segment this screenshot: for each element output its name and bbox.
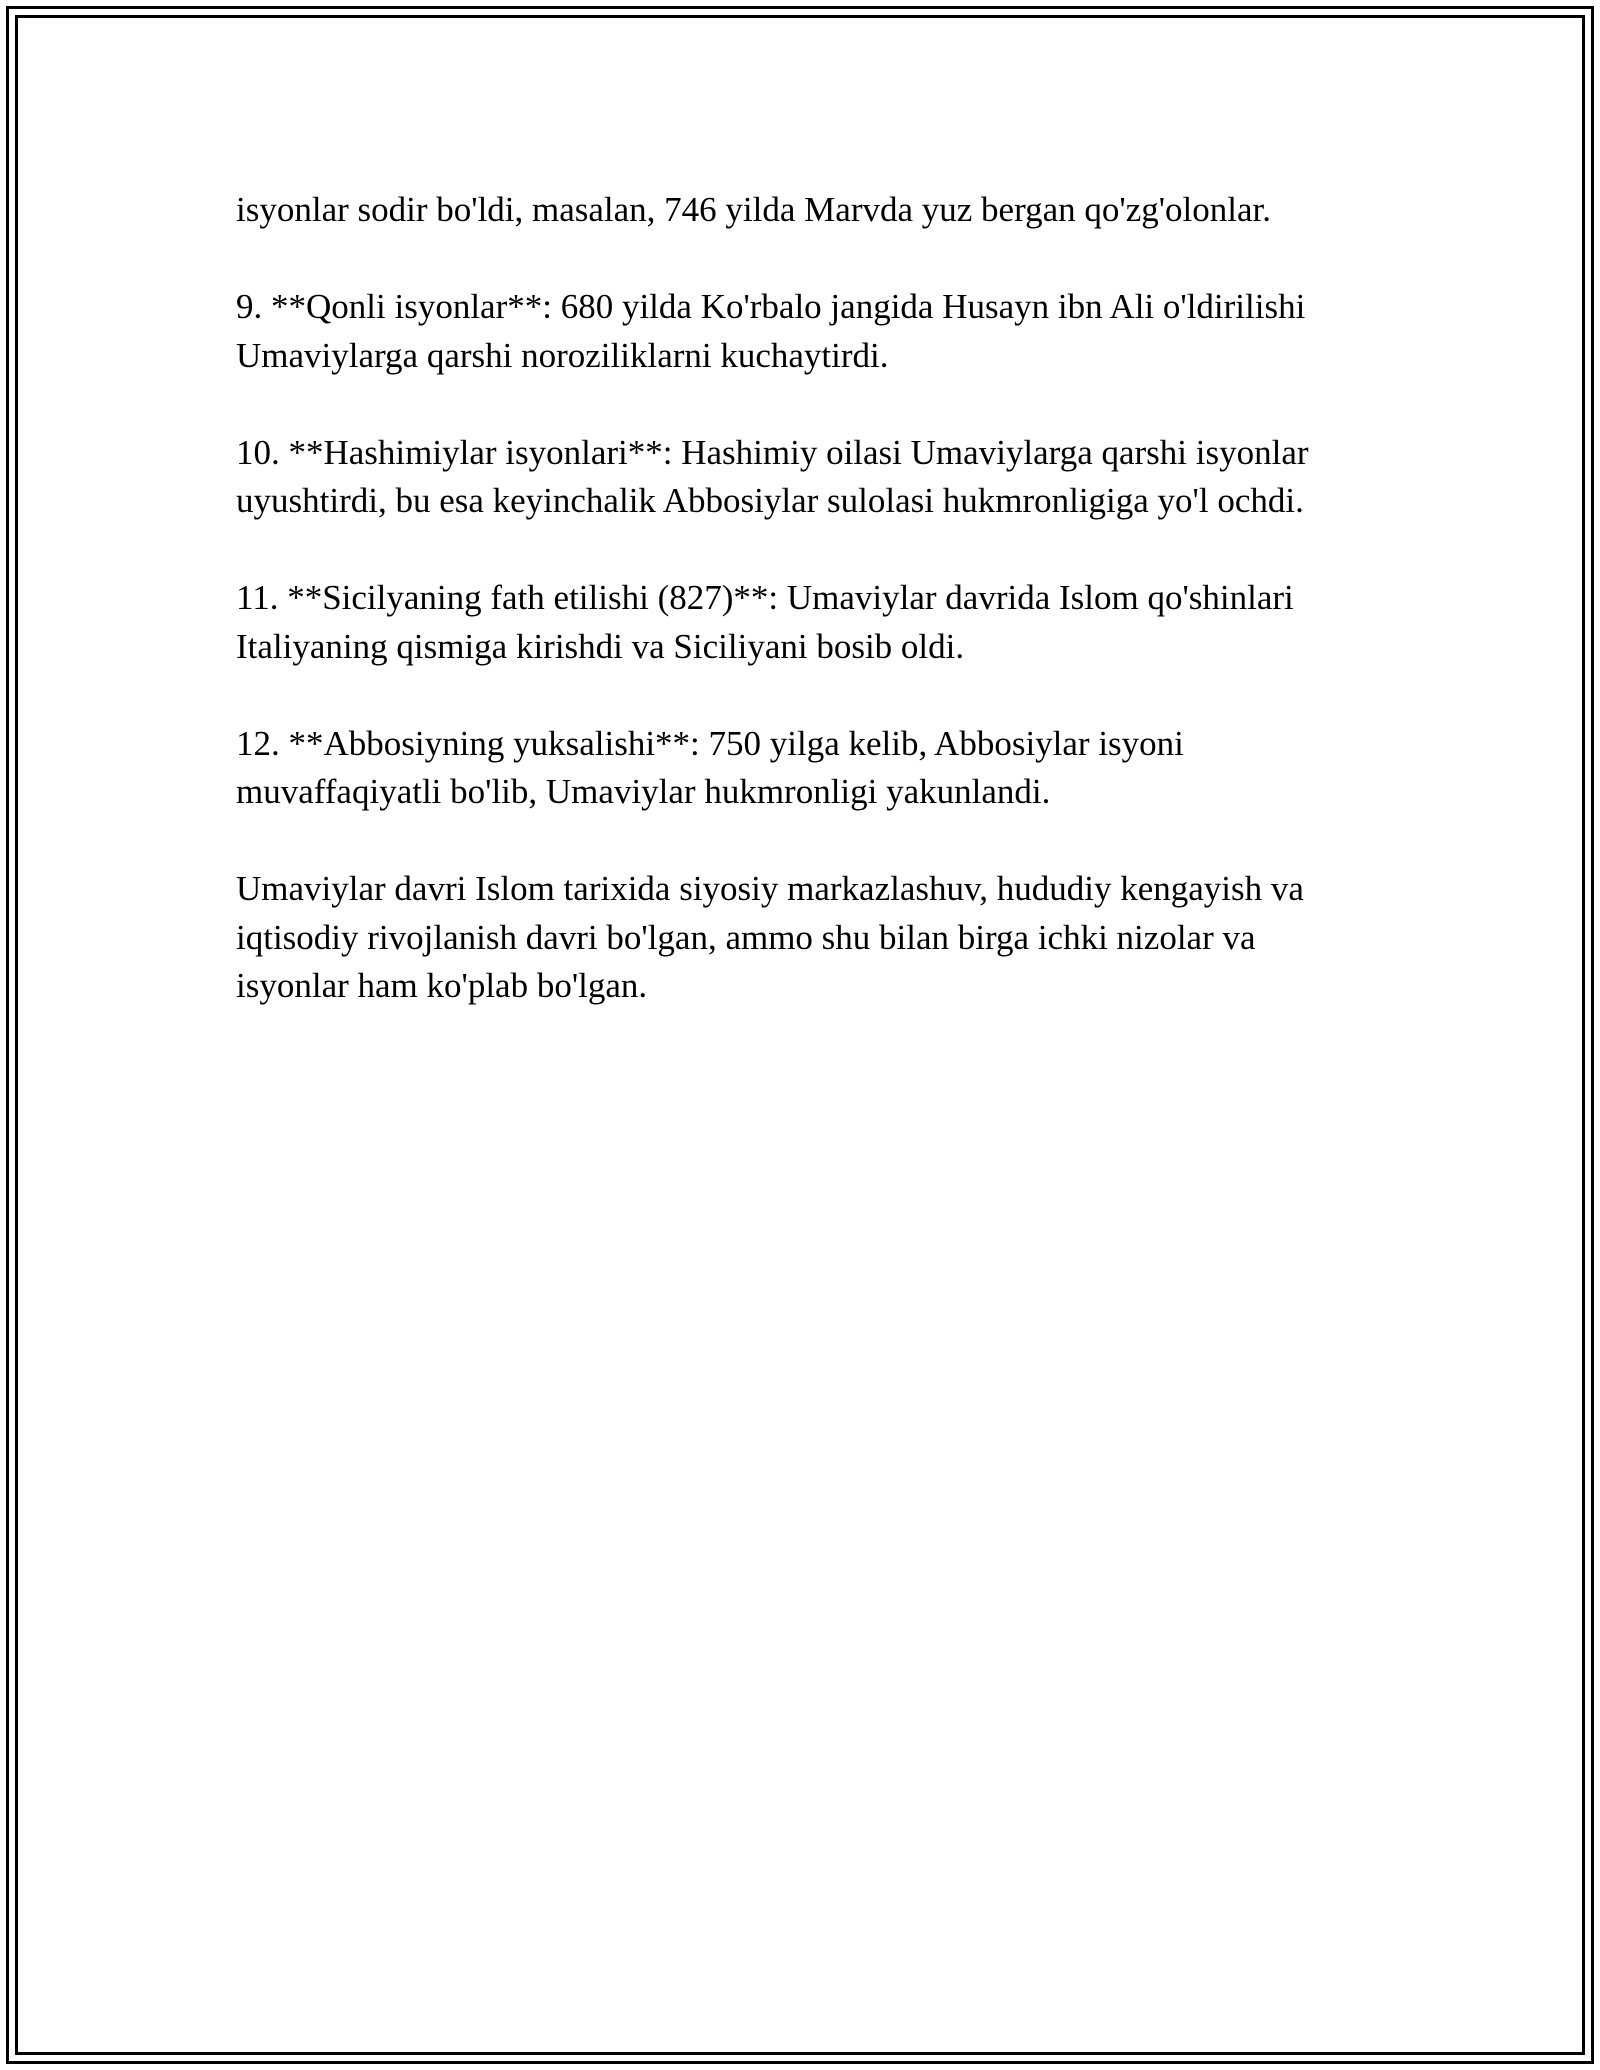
text-line: isyonlar sodir bo'ldi, masalan, 746 yilda Marvda yuz bergan qo'zg'olonlar. — [236, 190, 1271, 229]
text-line: iqtisodiy rivojlanish davri bo'lgan, ammo shu bilan birga ichki nizolar va — [236, 917, 1256, 957]
text-line: Umaviylar davri Islom tarixida siyosiy markazlashuv, hududiy kengayish va — [236, 869, 1304, 908]
text-line: muvaffaqiyatli bo'lib, Umaviylar hukmronligi yakunlandi. — [236, 772, 1051, 811]
text-line: Umaviylarga qarshi noroziliklarni kuchaytirdi. — [236, 335, 889, 375]
list-item-11 — [236, 574, 1386, 671]
paragraph-continuation — [236, 186, 1386, 235]
text-line: Italiyaning qismiga kirishdi va Siciliyani bosib oldi. — [236, 626, 965, 666]
conclusion-paragraph — [236, 865, 1386, 1011]
text-line: 9. **Qonli isyonlar**: 680 yilda Ko'rbalo jangida Husayn ibn Ali o'ldirilishi — [236, 287, 1306, 326]
text-line: 11. **Sicilyaning fath etilishi (827)**: Umaviylar davrida Islom qo'shinlari — [236, 578, 1294, 617]
text-line: uyushtirdi, bu esa keyinchalik Abbosiylar sulolasi hukmronligiga yo'l ochdi. — [236, 481, 1304, 520]
text-line: 12. **Abbosiyning yuksalishi**: 750 yilga kelib, Abbosiylar isyoni — [236, 723, 1184, 763]
text-line: 10. **Hashimiylar isyonlari**: Hashimiy oilasi Umaviylarga qarshi isyonlar — [236, 432, 1309, 472]
list-item-10 — [236, 429, 1386, 526]
document-body — [236, 186, 1386, 1059]
list-item-9 — [236, 283, 1386, 380]
list-item-12 — [236, 720, 1386, 817]
text-line: isyonlar ham ko'plab bo'lgan. — [236, 966, 648, 1005]
